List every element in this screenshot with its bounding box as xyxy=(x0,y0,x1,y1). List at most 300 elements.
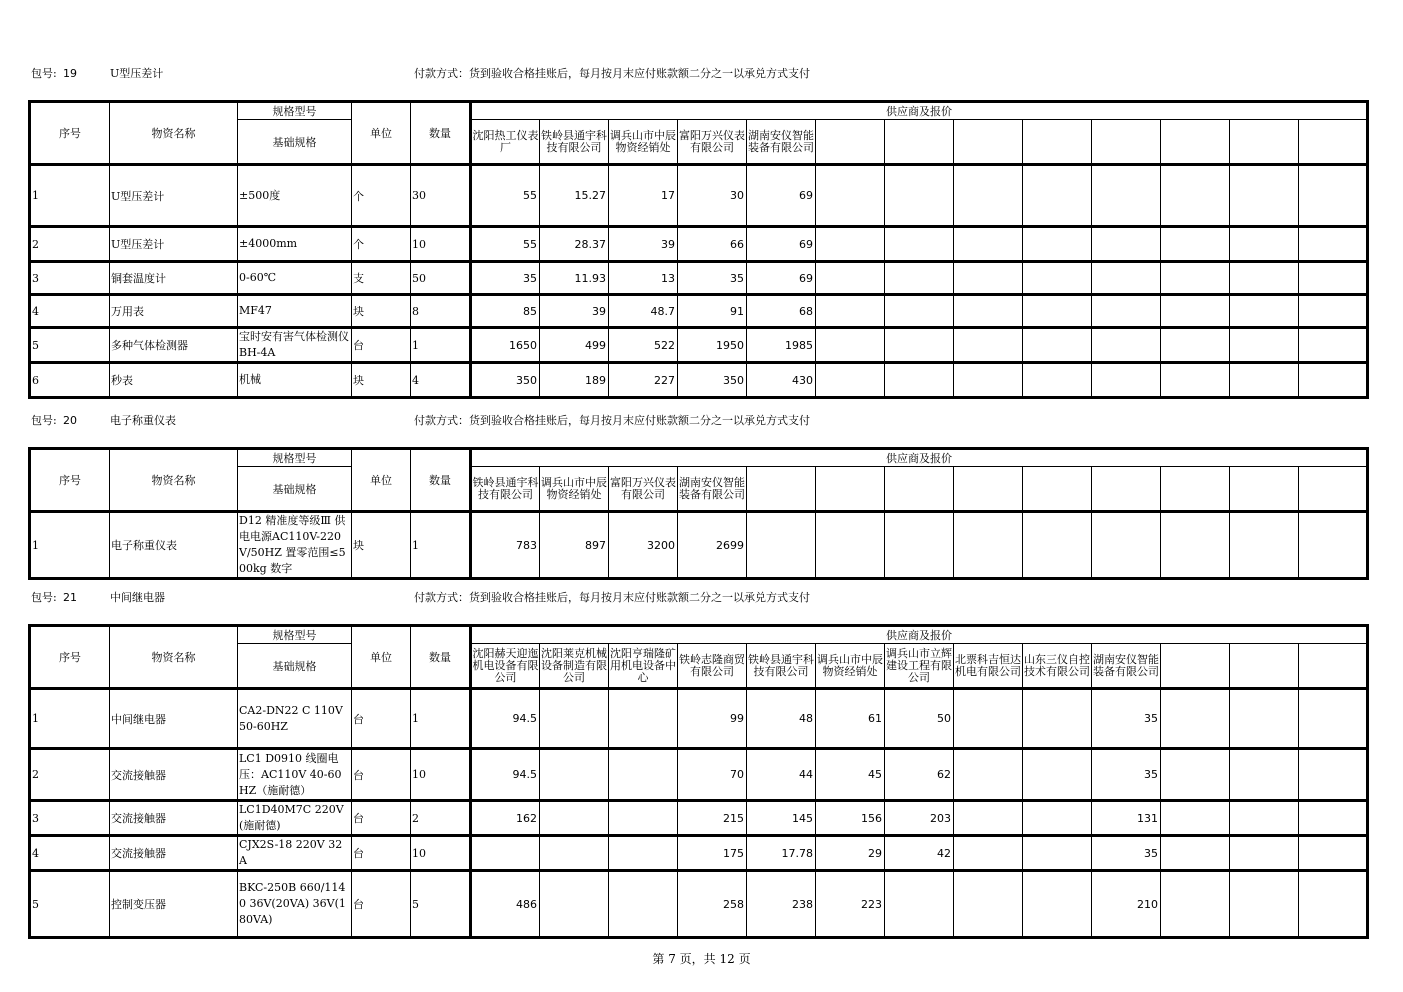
package-number: 19 xyxy=(63,67,77,80)
row-qty: 2 xyxy=(411,801,471,836)
table-row xyxy=(30,836,1368,871)
row-qty: 1 xyxy=(411,328,471,363)
price-cell: 99 xyxy=(678,689,747,749)
price-cell xyxy=(1023,871,1092,938)
supplier-name: 沈阳热工仪表厂 xyxy=(471,120,540,165)
supplier-name: 调兵山市中辰物资经销处 xyxy=(609,120,678,165)
row-name: 交流接触器 xyxy=(110,836,238,871)
price-cell xyxy=(1230,871,1299,938)
price-cell xyxy=(954,363,1023,398)
table-row xyxy=(30,512,1368,579)
supplier-name: 调兵山市立辉建设工程有限公司 xyxy=(885,644,954,689)
price-cell xyxy=(1161,871,1230,938)
row-name: 交流接触器 xyxy=(110,749,238,801)
price-cell xyxy=(954,165,1023,227)
price-cell xyxy=(954,871,1023,938)
row-seq: 2 xyxy=(30,227,110,262)
row-qty: 4 xyxy=(411,363,471,398)
column-header-spec-group: 规格型号 xyxy=(238,449,352,467)
price-cell xyxy=(954,689,1023,749)
price-cell: 499 xyxy=(540,328,609,363)
price-cell: 162 xyxy=(471,801,540,836)
row-seq: 5 xyxy=(30,328,110,363)
price-cell xyxy=(885,262,954,295)
price-cell xyxy=(885,295,954,328)
price-cell: 39 xyxy=(609,227,678,262)
price-cell xyxy=(609,689,678,749)
price-cell xyxy=(1161,262,1230,295)
column-header-unit: 单位 xyxy=(352,626,411,689)
row-qty: 50 xyxy=(411,262,471,295)
row-seq: 4 xyxy=(30,295,110,328)
column-header-suppliers: 供应商及报价 xyxy=(471,102,1368,120)
price-cell xyxy=(1299,363,1368,398)
payment-terms: 付款方式：货到验收合格挂账后，每月按月末应付账款额二分之一以承兑方式支付 xyxy=(414,591,810,604)
price-cell: 35 xyxy=(678,262,747,295)
price-cell xyxy=(1299,801,1368,836)
supplier-name xyxy=(1230,467,1299,512)
supplier-name: 调兵山市中辰物资经销处 xyxy=(540,467,609,512)
package-number: 20 xyxy=(63,414,77,427)
price-cell xyxy=(954,262,1023,295)
price-cell xyxy=(1161,227,1230,262)
price-cell xyxy=(609,836,678,871)
price-cell: 39 xyxy=(540,295,609,328)
price-cell: 29 xyxy=(816,836,885,871)
supplier-name xyxy=(1161,467,1230,512)
price-cell: 3200 xyxy=(609,512,678,579)
supplier-name xyxy=(1299,120,1368,165)
price-cell xyxy=(1230,689,1299,749)
package-label: 包号: xyxy=(31,67,57,80)
price-cell xyxy=(885,227,954,262)
supplier-name xyxy=(816,120,885,165)
price-cell: 70 xyxy=(678,749,747,801)
table-row xyxy=(30,227,1368,262)
supplier-name: 湖南安仪智能装备有限公司 xyxy=(1092,644,1161,689)
supplier-name xyxy=(1023,120,1092,165)
column-header-qty: 数量 xyxy=(411,102,471,165)
row-seq: 1 xyxy=(30,165,110,227)
supplier-name xyxy=(1299,644,1368,689)
price-cell: 45 xyxy=(816,749,885,801)
table-row xyxy=(30,262,1368,295)
row-unit: 台 xyxy=(352,836,411,871)
price-cell xyxy=(1092,227,1161,262)
price-cell xyxy=(1230,262,1299,295)
row-name: U型压差计 xyxy=(110,227,238,262)
row-qty: 1 xyxy=(411,689,471,749)
price-cell: 486 xyxy=(471,871,540,938)
row-name: 控制变压器 xyxy=(110,871,238,938)
row-unit: 支 xyxy=(352,262,411,295)
price-cell xyxy=(1299,227,1368,262)
price-cell: 55 xyxy=(471,165,540,227)
price-cell xyxy=(1023,689,1092,749)
price-cell: 11.93 xyxy=(540,262,609,295)
supplier-name xyxy=(816,467,885,512)
package-name: U型压差计 xyxy=(110,67,164,80)
price-cell: 1650 xyxy=(471,328,540,363)
row-seq: 3 xyxy=(30,801,110,836)
table-row xyxy=(30,295,1368,328)
price-cell xyxy=(954,227,1023,262)
payment-terms: 付款方式：货到验收合格挂账后，每月按月末应付账款额二分之一以承兑方式支付 xyxy=(414,414,810,427)
price-cell: 17 xyxy=(609,165,678,227)
price-cell: 35 xyxy=(1092,749,1161,801)
price-cell xyxy=(540,801,609,836)
price-cell xyxy=(1299,262,1368,295)
supplier-name: 铁岭县通宇科技有限公司 xyxy=(471,467,540,512)
column-header-spec: 基础规格 xyxy=(238,644,352,689)
price-cell xyxy=(1299,165,1368,227)
price-cell xyxy=(1299,871,1368,938)
price-cell xyxy=(885,328,954,363)
row-spec: CJX2S-18 220V 32A xyxy=(238,836,352,871)
price-cell xyxy=(1230,227,1299,262)
price-cell xyxy=(609,749,678,801)
price-cell: 69 xyxy=(747,227,816,262)
column-header-name: 物资名称 xyxy=(110,102,238,165)
table-row xyxy=(30,689,1368,749)
price-cell xyxy=(1230,363,1299,398)
price-cell xyxy=(1230,165,1299,227)
price-cell: 145 xyxy=(747,801,816,836)
page-footer: 第 7 页，共 12 页 xyxy=(652,952,751,966)
table-row xyxy=(30,328,1368,363)
price-cell xyxy=(1161,801,1230,836)
price-cell xyxy=(885,512,954,579)
package-name: 中间继电器 xyxy=(110,591,165,604)
supplier-name: 沈阳莱克机械设备制造有限公司 xyxy=(540,644,609,689)
supplier-name: 富阳万兴仪表有限公司 xyxy=(678,120,747,165)
price-cell: 17.78 xyxy=(747,836,816,871)
price-cell: 175 xyxy=(678,836,747,871)
price-cell: 62 xyxy=(885,749,954,801)
row-spec: ±500度 xyxy=(238,165,352,227)
price-cell: 522 xyxy=(609,328,678,363)
supplier-name: 铁岭县通宇科技有限公司 xyxy=(540,120,609,165)
row-qty: 30 xyxy=(411,165,471,227)
quote-table-package-20 xyxy=(28,447,1369,580)
price-cell: 55 xyxy=(471,227,540,262)
price-cell: 189 xyxy=(540,363,609,398)
price-cell xyxy=(885,871,954,938)
price-cell xyxy=(1230,801,1299,836)
column-header-spec: 基础规格 xyxy=(238,467,352,512)
row-qty: 1 xyxy=(411,512,471,579)
row-name: 万用表 xyxy=(110,295,238,328)
price-cell xyxy=(747,512,816,579)
price-cell: 350 xyxy=(678,363,747,398)
row-name: U型压差计 xyxy=(110,165,238,227)
row-qty: 8 xyxy=(411,295,471,328)
supplier-name xyxy=(1299,467,1368,512)
price-cell: 35 xyxy=(471,262,540,295)
supplier-name: 沈阳赫天迎迤机电设备有限公司 xyxy=(471,644,540,689)
price-cell xyxy=(1023,165,1092,227)
row-spec: ±4000mm xyxy=(238,227,352,262)
row-seq: 1 xyxy=(30,689,110,749)
supplier-name xyxy=(954,467,1023,512)
price-cell xyxy=(816,295,885,328)
price-cell: 15.27 xyxy=(540,165,609,227)
row-seq: 1 xyxy=(30,512,110,579)
price-cell: 28.37 xyxy=(540,227,609,262)
price-cell xyxy=(1230,836,1299,871)
row-name: 交流接触器 xyxy=(110,801,238,836)
column-header-qty: 数量 xyxy=(411,626,471,689)
price-cell: 85 xyxy=(471,295,540,328)
price-cell xyxy=(471,836,540,871)
price-cell xyxy=(1299,836,1368,871)
column-header-seq: 序号 xyxy=(30,626,110,689)
price-cell: 13 xyxy=(609,262,678,295)
price-cell: 223 xyxy=(816,871,885,938)
price-cell xyxy=(1023,363,1092,398)
column-header-spec-group: 规格型号 xyxy=(238,626,352,644)
row-spec: 机械 xyxy=(238,363,352,398)
row-spec: MF47 xyxy=(238,295,352,328)
row-seq: 6 xyxy=(30,363,110,398)
price-cell: 131 xyxy=(1092,801,1161,836)
price-cell: 94.5 xyxy=(471,689,540,749)
row-spec: D12 精准度等级Ⅲ 供电电源AC110V-220V/50HZ 置零范围≤500kg 数字 xyxy=(238,512,352,579)
row-unit: 台 xyxy=(352,871,411,938)
row-spec: 0-60℃ xyxy=(238,262,352,295)
price-cell xyxy=(1230,295,1299,328)
price-cell xyxy=(1023,227,1092,262)
row-spec: CA2-DN22 C 110V 50-60HZ xyxy=(238,689,352,749)
row-unit: 块 xyxy=(352,512,411,579)
column-header-seq: 序号 xyxy=(30,102,110,165)
row-spec: BKC-250B 660/1140 36V(20VA) 36V(180VA) xyxy=(238,871,352,938)
price-cell xyxy=(1092,165,1161,227)
column-header-seq: 序号 xyxy=(30,449,110,512)
row-unit: 块 xyxy=(352,295,411,328)
column-header-spec: 基础规格 xyxy=(238,120,352,165)
row-name: 中间继电器 xyxy=(110,689,238,749)
row-spec: 宝时安有害气体检测仪BH-4A xyxy=(238,328,352,363)
row-name: 铜套温度计 xyxy=(110,262,238,295)
supplier-name: 富阳万兴仪表有限公司 xyxy=(609,467,678,512)
row-unit: 个 xyxy=(352,227,411,262)
price-cell: 227 xyxy=(609,363,678,398)
price-cell xyxy=(954,328,1023,363)
price-cell xyxy=(1023,801,1092,836)
price-cell xyxy=(816,262,885,295)
price-cell xyxy=(954,836,1023,871)
price-cell xyxy=(1161,363,1230,398)
price-cell xyxy=(954,801,1023,836)
price-cell xyxy=(954,512,1023,579)
supplier-name xyxy=(1023,467,1092,512)
price-cell: 48 xyxy=(747,689,816,749)
price-cell: 156 xyxy=(816,801,885,836)
price-cell xyxy=(1299,749,1368,801)
supplier-name: 湖南安仪智能装备有限公司 xyxy=(678,467,747,512)
row-unit: 块 xyxy=(352,363,411,398)
row-unit: 台 xyxy=(352,801,411,836)
price-cell: 1985 xyxy=(747,328,816,363)
row-name: 多种气体检测器 xyxy=(110,328,238,363)
price-cell: 215 xyxy=(678,801,747,836)
price-cell xyxy=(1299,295,1368,328)
table-row xyxy=(30,871,1368,938)
price-cell xyxy=(1230,512,1299,579)
price-cell: 94.5 xyxy=(471,749,540,801)
price-cell: 430 xyxy=(747,363,816,398)
price-cell xyxy=(1161,512,1230,579)
price-cell xyxy=(1092,512,1161,579)
table-row xyxy=(30,165,1368,227)
row-spec: LC1 D0910 线圈电压：AC110V 40-60HZ（施耐德） xyxy=(238,749,352,801)
supplier-name xyxy=(1161,644,1230,689)
supplier-name: 铁岭县通宇科技有限公司 xyxy=(747,644,816,689)
price-cell xyxy=(1161,328,1230,363)
price-cell: 1950 xyxy=(678,328,747,363)
price-cell xyxy=(1161,749,1230,801)
row-seq: 2 xyxy=(30,749,110,801)
price-cell xyxy=(1092,295,1161,328)
supplier-name xyxy=(1161,120,1230,165)
column-header-name: 物资名称 xyxy=(110,449,238,512)
price-cell xyxy=(609,801,678,836)
table-row xyxy=(30,801,1368,836)
price-cell xyxy=(816,363,885,398)
price-cell: 258 xyxy=(678,871,747,938)
quote-table-package-21 xyxy=(28,624,1369,939)
supplier-name xyxy=(1230,120,1299,165)
supplier-name: 山东三仪自控技术有限公司 xyxy=(1023,644,1092,689)
price-cell xyxy=(609,871,678,938)
price-cell xyxy=(1023,836,1092,871)
supplier-name xyxy=(747,467,816,512)
price-cell xyxy=(954,295,1023,328)
row-qty: 5 xyxy=(411,871,471,938)
supplier-name xyxy=(885,467,954,512)
price-cell: 48.7 xyxy=(609,295,678,328)
price-cell xyxy=(540,836,609,871)
price-cell xyxy=(816,512,885,579)
price-cell xyxy=(1023,512,1092,579)
row-unit: 台 xyxy=(352,749,411,801)
price-cell xyxy=(1299,328,1368,363)
column-header-unit: 单位 xyxy=(352,449,411,512)
price-cell xyxy=(1161,165,1230,227)
supplier-name: 湖南安仪智能装备有限公司 xyxy=(747,120,816,165)
row-qty: 10 xyxy=(411,749,471,801)
price-cell xyxy=(1299,512,1368,579)
price-cell: 69 xyxy=(747,262,816,295)
row-name: 电子称重仪表 xyxy=(110,512,238,579)
price-cell: 350 xyxy=(471,363,540,398)
supplier-name: 铁岭志隆商贸有限公司 xyxy=(678,644,747,689)
supplier-name: 北票科吉恒达机电有限公司 xyxy=(954,644,1023,689)
price-cell xyxy=(1230,328,1299,363)
price-cell: 783 xyxy=(471,512,540,579)
row-unit: 台 xyxy=(352,689,411,749)
column-header-suppliers: 供应商及报价 xyxy=(471,626,1368,644)
price-cell: 35 xyxy=(1092,689,1161,749)
price-cell: 30 xyxy=(678,165,747,227)
price-cell xyxy=(816,227,885,262)
column-header-suppliers: 供应商及报价 xyxy=(471,449,1368,467)
price-cell: 897 xyxy=(540,512,609,579)
package-label: 包号: xyxy=(31,591,57,604)
price-cell xyxy=(885,363,954,398)
column-header-name: 物资名称 xyxy=(110,626,238,689)
supplier-name xyxy=(1092,467,1161,512)
package-number: 21 xyxy=(63,591,77,604)
quote-table-package-19 xyxy=(28,100,1369,399)
price-cell xyxy=(540,749,609,801)
row-seq: 3 xyxy=(30,262,110,295)
price-cell: 210 xyxy=(1092,871,1161,938)
row-seq: 4 xyxy=(30,836,110,871)
row-spec: LC1D40M7C 220V(施耐德) xyxy=(238,801,352,836)
price-cell xyxy=(1161,689,1230,749)
supplier-name: 调兵山市中辰物资经销处 xyxy=(816,644,885,689)
table-row xyxy=(30,363,1368,398)
price-cell: 68 xyxy=(747,295,816,328)
row-qty: 10 xyxy=(411,227,471,262)
price-cell xyxy=(1023,328,1092,363)
price-cell xyxy=(1092,328,1161,363)
supplier-name xyxy=(1092,120,1161,165)
price-cell: 35 xyxy=(1092,836,1161,871)
price-cell xyxy=(954,749,1023,801)
price-cell xyxy=(1299,689,1368,749)
price-cell xyxy=(1092,262,1161,295)
price-cell: 69 xyxy=(747,165,816,227)
row-seq: 5 xyxy=(30,871,110,938)
row-unit: 台 xyxy=(352,328,411,363)
column-header-spec-group: 规格型号 xyxy=(238,102,352,120)
price-cell: 2699 xyxy=(678,512,747,579)
price-cell xyxy=(816,165,885,227)
supplier-name xyxy=(885,120,954,165)
price-cell: 42 xyxy=(885,836,954,871)
price-cell: 50 xyxy=(885,689,954,749)
price-cell xyxy=(885,165,954,227)
row-unit: 个 xyxy=(352,165,411,227)
price-cell xyxy=(1230,749,1299,801)
table-row xyxy=(30,749,1368,801)
column-header-qty: 数量 xyxy=(411,449,471,512)
package-name: 电子称重仪表 xyxy=(110,414,176,427)
price-cell xyxy=(816,328,885,363)
price-cell xyxy=(1023,262,1092,295)
price-cell: 238 xyxy=(747,871,816,938)
supplier-name xyxy=(954,120,1023,165)
price-cell: 44 xyxy=(747,749,816,801)
row-name: 秒表 xyxy=(110,363,238,398)
supplier-name xyxy=(1230,644,1299,689)
price-cell xyxy=(540,689,609,749)
price-cell xyxy=(1092,363,1161,398)
price-cell: 203 xyxy=(885,801,954,836)
price-cell: 66 xyxy=(678,227,747,262)
package-label: 包号: xyxy=(31,414,57,427)
supplier-name: 沈阳亨瑞隆矿用机电设备中心 xyxy=(609,644,678,689)
price-cell xyxy=(1161,836,1230,871)
price-cell xyxy=(540,871,609,938)
price-cell xyxy=(1161,295,1230,328)
price-cell: 61 xyxy=(816,689,885,749)
column-header-unit: 单位 xyxy=(352,102,411,165)
payment-terms: 付款方式：货到验收合格挂账后，每月按月末应付账款额二分之一以承兑方式支付 xyxy=(414,67,810,80)
